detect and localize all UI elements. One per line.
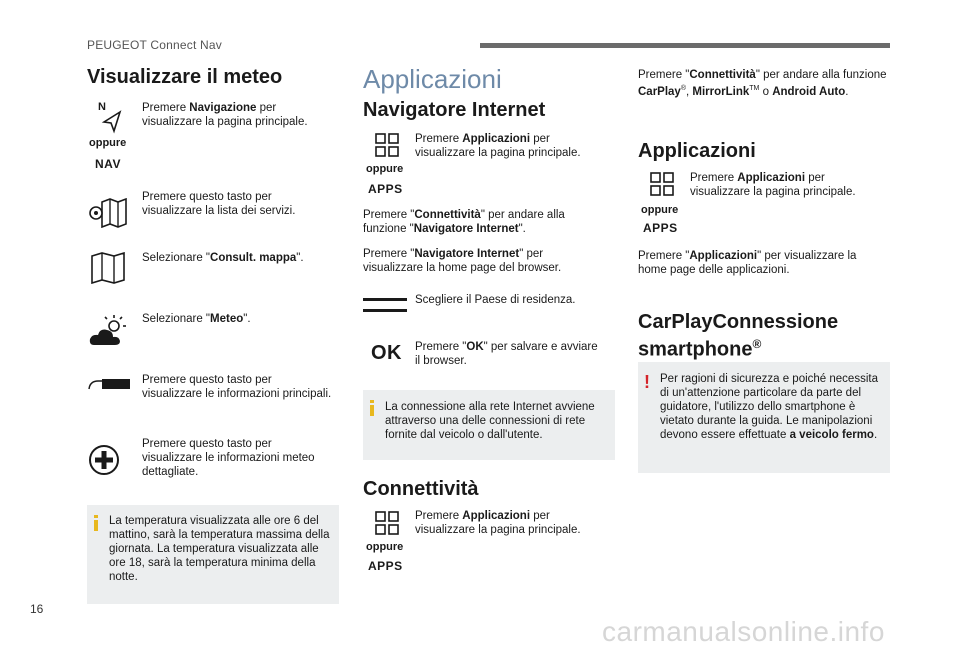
apps-key-label: APPS (368, 559, 403, 573)
watermark: carmanualsonline.info (602, 616, 885, 647)
step-text: Selezionare "Meteo". (142, 313, 251, 325)
apps-key-label: APPS (643, 221, 678, 235)
step-text: Premere Applicazioni per visualizzare la pagina principale. (690, 172, 856, 198)
warning-text: Per ragioni di sicurezza e poiché necessita di un'attenzione particolare da parte del guidatore, l'utilizzo dello smartphone è vietato durante la guida. Le manipolazioni devono essere effettuate a veicolo fermo. (660, 373, 878, 441)
step-text: Premere "OK" per salvare e avviare il browser. (415, 341, 598, 367)
step-text: Premere questo tasto per visualizzare le informazioni principali. (142, 374, 332, 400)
step-text: Premere questo tasto per visualizzare le informazioni meteo dettagliate. (142, 438, 315, 478)
subsection-title-navigatore: Navigatore Internet (363, 99, 546, 121)
step-text: Premere Applicazioni per visualizzare la pagina principale. (415, 133, 581, 159)
info-icon (369, 400, 375, 416)
paragraph: Premere "Connettività" per andare alla funzione CarPlay®, MirrorLink™ o Android Auto. (638, 69, 887, 98)
paragraph: Premere "Navigatore Internet" per visualizzare la home page del browser. (363, 248, 562, 274)
info-bar-icon (88, 378, 130, 390)
header-rule (480, 43, 890, 48)
apps-grid-icon (375, 511, 399, 535)
services-gear-map-icon (88, 198, 130, 228)
oppure-label: oppure (641, 204, 679, 216)
section-title-applicazioni: Applicazioni (363, 64, 502, 94)
subsection-title-applicazioni: Applicazioni (638, 140, 756, 162)
svg-text:N: N (98, 101, 106, 113)
subsection-title-connettivita: Connettività (363, 478, 479, 500)
note-text: La temperatura visualizzata alle ore 6 del mattino, sarà la temperatura massima della giornata. La temperatura visualizzata alle ore 18, sarà la temperatura minima della notte. (109, 515, 330, 583)
info-icon (93, 515, 99, 531)
subsection-title-carplay: CarPlayConnessione smartphone® (638, 311, 839, 361)
step-text: Premere Applicazioni per visualizzare la pagina principale. (415, 510, 581, 536)
paragraph: Premere "Connettività" per andare alla funzione "Navigatore Internet". (363, 209, 565, 235)
warning-note (638, 362, 890, 473)
oppure-label: oppure (366, 541, 404, 553)
note-text: La connessione alla rete Internet avviene attraverso una delle connessioni di rete fornite dal veicolo o dall'utente. (385, 401, 595, 441)
step-text: Premere questo tasto per visualizzare la lista dei servizi. (142, 191, 296, 217)
info-note (87, 505, 339, 604)
apps-key-label: APPS (368, 182, 403, 196)
plus-circle-icon (88, 444, 120, 476)
paragraph: Premere "Applicazioni" per visualizzare la home page delle applicazioni. (638, 250, 857, 276)
map-icon (90, 252, 126, 284)
section-title-meteo: Visualizzare il meteo (87, 66, 283, 88)
navigation-arrow-icon (98, 100, 124, 134)
page-number: 16 (30, 602, 44, 616)
nav-key-label: NAV (95, 157, 121, 171)
input-field-icon (363, 298, 407, 312)
step-text: Scegliere il Paese di residenza. (415, 294, 576, 306)
warning-exclamation-icon: ! (644, 372, 650, 392)
step-text: Selezionare "Consult. mappa". (142, 252, 304, 264)
info-note (363, 390, 615, 460)
weather-sun-cloud-icon (88, 314, 128, 348)
apps-grid-icon (650, 172, 674, 196)
apps-grid-icon (375, 133, 399, 157)
ok-button-icon: OK (371, 342, 402, 364)
oppure-label: oppure (89, 137, 127, 149)
step-text: Premere Navigazione per visualizzare la pagina principale. (142, 102, 308, 128)
oppure-label: oppure (366, 163, 404, 175)
running-header: PEUGEOT Connect Nav (87, 38, 222, 52)
